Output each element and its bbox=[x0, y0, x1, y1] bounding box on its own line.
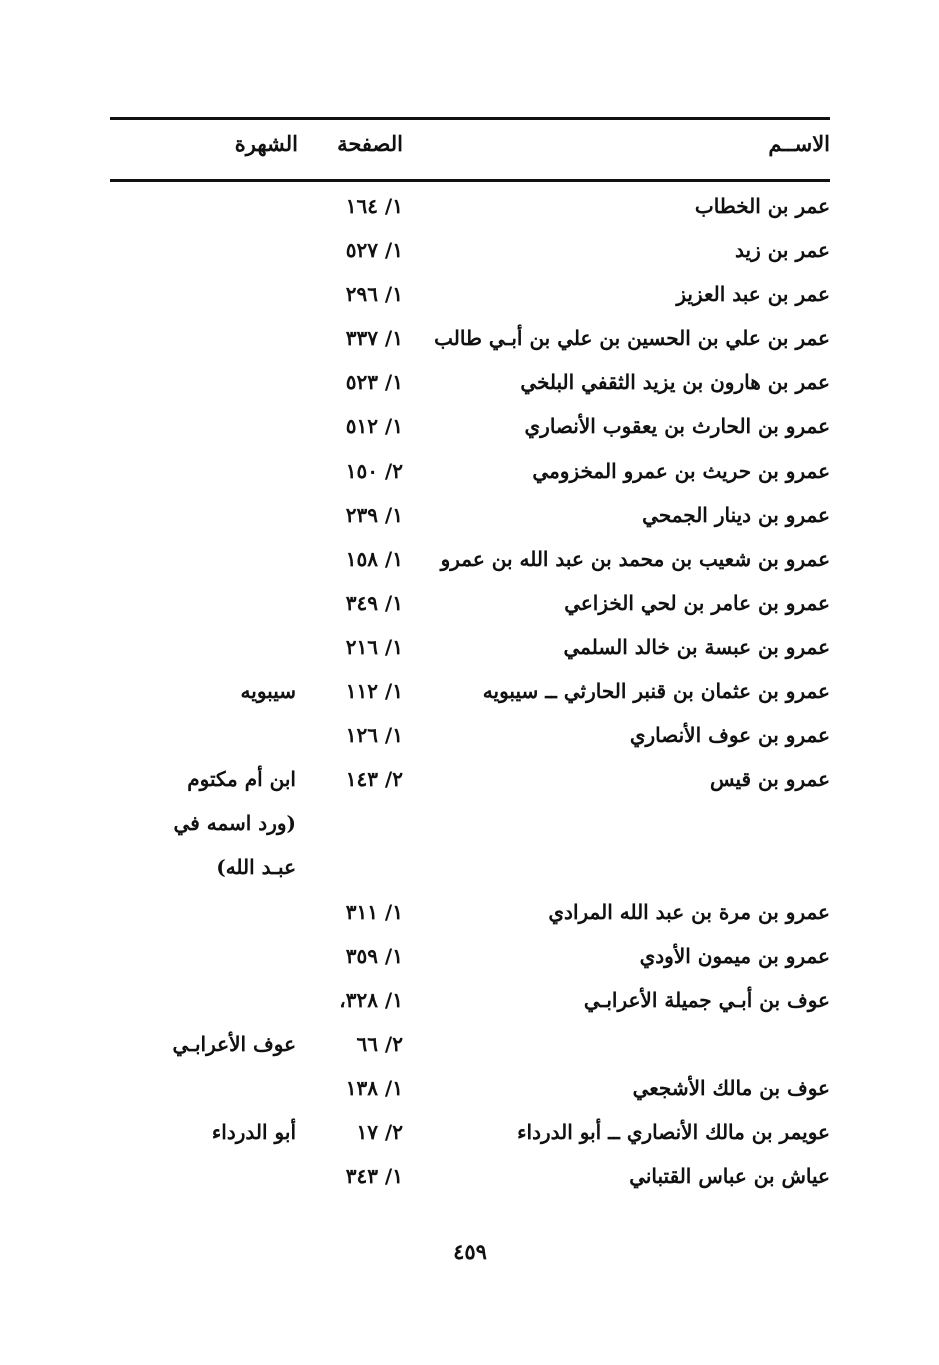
entry-fame bbox=[110, 537, 296, 581]
entry-page-ref: ١/ ١٢٦ bbox=[345, 723, 403, 748]
table-row bbox=[110, 360, 830, 404]
entry-fame: أبو الدرداء bbox=[211, 1119, 296, 1144]
entry-page-ref bbox=[303, 801, 403, 845]
entry-name: عمرو بن دينار الجمحي bbox=[642, 502, 830, 527]
entry-fame bbox=[110, 581, 296, 625]
entry-name bbox=[430, 845, 830, 889]
column-header-name: الاســم bbox=[768, 131, 830, 156]
entry-fame bbox=[110, 404, 296, 448]
table-row bbox=[110, 845, 830, 889]
table-row bbox=[110, 757, 830, 801]
table-row bbox=[110, 801, 830, 845]
table-row bbox=[110, 228, 830, 272]
table-row bbox=[110, 581, 830, 625]
header-rule bbox=[110, 179, 830, 182]
table-row bbox=[110, 184, 830, 228]
table-row bbox=[110, 978, 830, 1022]
table-row bbox=[110, 890, 830, 934]
entry-fame bbox=[110, 184, 296, 228]
entry-page-ref: ٢/ ١٧ bbox=[356, 1119, 403, 1144]
entry-page-ref: ١/ ٣٢٨، bbox=[339, 987, 403, 1012]
table-row bbox=[110, 1154, 830, 1198]
entry-fame bbox=[110, 1154, 296, 1198]
entry-fame bbox=[110, 493, 296, 537]
entry-page-ref: ١/ ٣٤٣ bbox=[345, 1164, 403, 1189]
entry-page-ref: ١/ ١٣٨ bbox=[345, 1075, 403, 1100]
entry-page-ref: ١/ ٣١١ bbox=[345, 899, 403, 924]
index-table bbox=[110, 184, 830, 1198]
entry-name: عوف بن أبـي جميلة الأعرابـي bbox=[583, 987, 830, 1012]
table-row bbox=[110, 625, 830, 669]
entry-page-ref: ١/ ١٦٤ bbox=[345, 194, 403, 218]
entry-name: عمرو بن حريث بن عمرو المخزومي bbox=[532, 458, 830, 483]
entry-fame bbox=[110, 713, 296, 757]
table-row bbox=[110, 713, 830, 757]
entry-name: عياش بن عباس القتباني bbox=[629, 1164, 830, 1189]
entry-fame: عبـد الله) bbox=[216, 855, 296, 880]
entry-page-ref: ١/ ٢٩٦ bbox=[345, 282, 403, 307]
entry-name: عمرو بن الحارث بن يعقوب الأنصاري bbox=[524, 414, 830, 439]
entry-fame: ابن أم مكتوم bbox=[187, 767, 296, 792]
entry-fame bbox=[110, 625, 296, 669]
entry-name: عمرو بن عوف الأنصاري bbox=[629, 723, 830, 748]
entry-page-ref: ١/ ٥٢٧ bbox=[345, 238, 403, 263]
entry-name: عمر بن علي بن الحسين بن علي بن أبـي طالب bbox=[434, 326, 830, 351]
entry-page-ref: ١/ ٢٣٩ bbox=[345, 502, 403, 527]
entry-name bbox=[430, 1022, 830, 1066]
table-row bbox=[110, 669, 830, 713]
top-rule bbox=[110, 117, 830, 120]
entry-page-ref: ١/ ٣٥٩ bbox=[345, 943, 403, 968]
table-row bbox=[110, 449, 830, 493]
entry-page-ref: ١/ ١١٢ bbox=[345, 679, 403, 704]
column-header-fame: الشهرة bbox=[234, 131, 298, 156]
table-row bbox=[110, 316, 830, 360]
table-row bbox=[110, 272, 830, 316]
entry-name: عمرو بن قيس bbox=[710, 767, 830, 792]
entry-fame bbox=[110, 890, 296, 934]
entry-fame: سيبويه bbox=[240, 679, 296, 704]
entry-name: عمر بن هارون بن يزيد الثقفي البلخي bbox=[520, 370, 830, 395]
table-row bbox=[110, 1110, 830, 1154]
entry-page-ref: ١/ ٣٣٧ bbox=[345, 326, 403, 351]
entry-fame bbox=[110, 1066, 296, 1110]
entry-page-ref bbox=[303, 845, 403, 889]
entry-page-ref: ٢/ ١٥٠ bbox=[345, 458, 403, 483]
entry-name: عمر بن عبد العزيز bbox=[676, 282, 830, 307]
entry-page-ref: ٢/ ١٤٣ bbox=[345, 767, 403, 792]
entry-name: عمرو بن عامر بن لحي الخزاعي bbox=[564, 590, 830, 615]
table-row bbox=[110, 537, 830, 581]
table-row bbox=[110, 934, 830, 978]
entry-name: عويمر بن مالك الأنصاري ــ أبو الدرداء bbox=[517, 1119, 830, 1144]
entry-page-ref: ١/ ١٥٨ bbox=[345, 546, 403, 571]
page-number: ٤٥٩ bbox=[453, 1239, 487, 1264]
table-row bbox=[110, 1022, 830, 1066]
entry-name: عمر بن زيد bbox=[735, 238, 830, 263]
table-row bbox=[110, 404, 830, 448]
entry-page-ref: ١/ ٥٢٣ bbox=[345, 370, 403, 395]
entry-fame bbox=[110, 360, 296, 404]
entry-name: عمرو بن مرة بن عبد الله المرادي bbox=[548, 899, 830, 924]
entry-fame bbox=[110, 228, 296, 272]
entry-fame bbox=[110, 449, 296, 493]
entry-fame bbox=[110, 934, 296, 978]
entry-name: عوف بن مالك الأشجعي bbox=[632, 1075, 830, 1100]
entry-page-ref: ٢/ ٦٦ bbox=[356, 1031, 403, 1056]
column-header-page: الصفحة bbox=[337, 131, 403, 156]
entry-fame: (ورد اسمه في bbox=[173, 811, 296, 836]
entry-fame bbox=[110, 978, 296, 1022]
entry-fame bbox=[110, 272, 296, 316]
entry-name: عمرو بن شعيب بن محمد بن عبد الله بن عمرو bbox=[440, 546, 830, 571]
entry-page-ref: ١/ ٢١٦ bbox=[345, 634, 403, 659]
entry-page-ref: ١/ ٥١٢ bbox=[345, 414, 403, 439]
entry-name: عمرو بن ميمون الأودي bbox=[639, 943, 830, 968]
entry-page-ref: ١/ ٣٤٩ bbox=[345, 590, 403, 615]
entry-name: عمرو بن عثمان بن قنبر الحارثي ــ سيبويه bbox=[482, 679, 830, 704]
entry-fame bbox=[110, 316, 296, 360]
entry-name: عمرو بن عبسة بن خالد السلمي bbox=[563, 634, 830, 659]
table-row bbox=[110, 493, 830, 537]
entry-fame: عوف الأعرابـي bbox=[172, 1031, 296, 1056]
entry-name bbox=[430, 801, 830, 845]
table-row bbox=[110, 1066, 830, 1110]
entry-name: عمر بن الخطاب bbox=[694, 194, 830, 218]
